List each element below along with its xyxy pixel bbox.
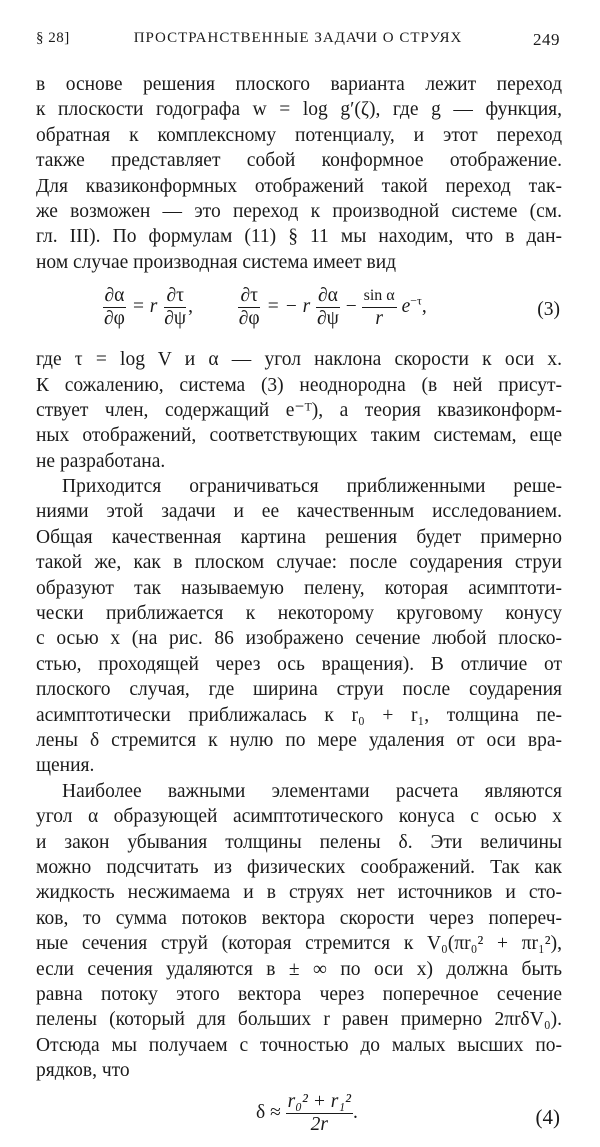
numerator: ∂α bbox=[104, 285, 125, 307]
fraction bbox=[286, 1091, 353, 1136]
equation-4 bbox=[36, 1087, 562, 1147]
text-line: ствует член, содержащий e⁻ᵀ), а теория квазиконформ- bbox=[36, 399, 562, 421]
exponent: −τ bbox=[410, 293, 422, 308]
text-line: пелены (который для больших r равен примерно 2πrδV₀). bbox=[36, 1009, 562, 1031]
eq-minus: − bbox=[345, 296, 357, 318]
eq-lhs: δ ≈ bbox=[256, 1102, 281, 1124]
text-line: ные сечения струй (которая стремится к V₀(πr₀² + πr₁²), bbox=[36, 933, 562, 955]
equation-number: (4) bbox=[535, 1105, 560, 1130]
text-line: такой же, как в плоском случае: после соударения струи bbox=[36, 552, 562, 574]
text-line: чески приближается к некоторому круговому конусу bbox=[36, 603, 562, 625]
text-line: обратная к комплексному потенциалу, и этот переход bbox=[36, 124, 562, 146]
eq-operator: = r bbox=[131, 296, 158, 318]
text-line: Приходится ограничиваться приближенными реше- bbox=[62, 476, 562, 498]
numerator: ∂α bbox=[318, 285, 338, 307]
text-line: в основе решения плоского варианта лежит переход bbox=[36, 74, 562, 95]
numerator: ∂τ bbox=[166, 285, 184, 307]
paragraph-4 bbox=[36, 779, 562, 1084]
equation-3 bbox=[36, 277, 562, 343]
text-line: же возможен — это переход к производной системе (см. bbox=[36, 200, 562, 222]
text-line: гл. III). По формулам (11) § 11 мы находим, что в дан- bbox=[36, 226, 562, 248]
eq-operator: = − r bbox=[266, 296, 311, 318]
page-number: 249 bbox=[533, 30, 560, 49]
denominator: ∂ψ bbox=[164, 308, 187, 330]
text-line: также представляет собой конформное отображение. bbox=[36, 150, 562, 172]
fraction bbox=[162, 285, 188, 330]
eq-dot: . bbox=[352, 1102, 358, 1124]
paragraph-1 bbox=[36, 72, 562, 275]
running-title: ПРОСТРАНСТВЕННЫЕ ЗАДАЧИ О СТРУЯХ bbox=[133, 30, 463, 46]
text-line: стью, проходящей через ось вращения). В отличие от bbox=[36, 653, 562, 675]
fraction bbox=[315, 285, 341, 330]
running-header bbox=[36, 30, 560, 54]
fraction bbox=[237, 285, 262, 330]
text-line: ном случае производная система имеет вид bbox=[36, 251, 397, 273]
text-line: равна потоку этого вектора через поперечное сечение bbox=[36, 983, 562, 1005]
denominator: ∂φ bbox=[238, 308, 260, 330]
text-line: Общая качественная картина решения будет примерно bbox=[36, 526, 562, 548]
text-line: Отсюда мы получаем с точностью до малых высших по- bbox=[36, 1034, 562, 1056]
exponential-base: e bbox=[401, 296, 411, 318]
text-line: плоского случая, где ширина струи после соударения bbox=[36, 679, 562, 701]
text-line: К сожалению, система (3) неоднородна (в ней присут- bbox=[36, 374, 562, 396]
text-line: с осью x (на рис. 86 изображено сечение любой плоско- bbox=[36, 628, 562, 650]
paragraph-2 bbox=[36, 347, 562, 474]
section-ref: § 28] bbox=[36, 30, 70, 46]
text-line: образуют так называемую пелену, которая асимптоти- bbox=[36, 577, 562, 599]
text-line: лены δ стремится к нулю по мере удаления от оси вра- bbox=[36, 729, 562, 751]
paragraph-3 bbox=[36, 474, 562, 779]
eq-comma: , bbox=[188, 296, 193, 318]
text-line: Для квазиконформных отображений такой переход так- bbox=[36, 175, 562, 197]
fraction bbox=[102, 285, 127, 330]
text-line: рядков, что bbox=[36, 1060, 130, 1082]
text-line: угол α образующей асимптотического конуса с осью x bbox=[36, 806, 562, 828]
equation-number: (3) bbox=[537, 299, 560, 321]
text-line: где τ = log V и α — угол наклона скорости к оси x. bbox=[36, 349, 562, 371]
fraction bbox=[362, 285, 397, 330]
text-line: ных отображений, соответствующих таким системам, еще bbox=[36, 425, 562, 447]
text-line: и закон убывания толщины пелены δ. Эти величины bbox=[36, 831, 562, 853]
text-line: ков, то сумма потоков вектора скорости через попереч- bbox=[36, 907, 562, 929]
numerator: ∂τ bbox=[240, 285, 258, 307]
numerator: r₀² + r₁² bbox=[287, 1091, 351, 1113]
numerator: sin α bbox=[362, 285, 397, 308]
denominator: ∂ψ bbox=[317, 308, 339, 330]
text-line: асимптотически приближалась к r₀ + r₁, толщина пе- bbox=[36, 704, 562, 726]
text-line: Наиболее важными элементами расчета являются bbox=[62, 780, 562, 802]
text-line: к плоскости годографа w = log g′(ζ), где g — функция, bbox=[36, 99, 562, 121]
text-line: можно подсчитать из физических соображений. Так как bbox=[36, 856, 562, 878]
denominator: 2r bbox=[310, 1114, 328, 1136]
text-line: не разработана. bbox=[36, 450, 166, 472]
page-body bbox=[36, 72, 562, 1147]
text-line: если сечения удаляются в ± ∞ по оси x) должна быть bbox=[36, 958, 562, 980]
denominator: ∂φ bbox=[104, 308, 125, 330]
eq-comma: , bbox=[421, 296, 427, 318]
text-line: ниями этой задачи и ее качественным исследованием. bbox=[36, 501, 562, 523]
text-line: щения. bbox=[36, 755, 95, 777]
denominator: r bbox=[375, 308, 383, 330]
text-line: жидкость несжимаема и в струях нет источников и сто- bbox=[36, 882, 562, 904]
